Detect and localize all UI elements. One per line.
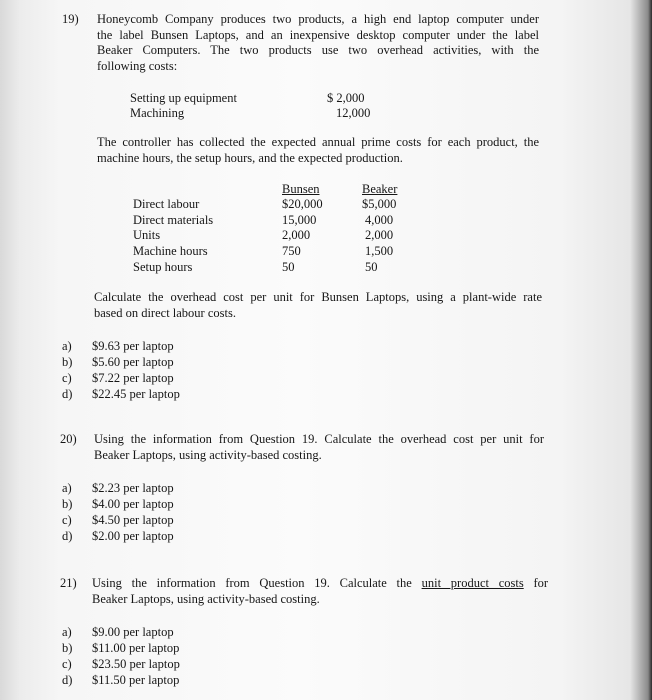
underlined-term: unit product costs	[421, 576, 524, 590]
option-letter: b)	[62, 497, 73, 511]
prompt-line: Using the information from Question 19. Calculate the overhead cost per unit for	[94, 432, 544, 446]
option-letter: c)	[62, 513, 72, 527]
beaker-value: 1,500	[365, 244, 394, 258]
option-a[interactable]	[62, 338, 362, 354]
prompt-line	[92, 576, 548, 592]
option-letter: c)	[62, 657, 72, 671]
option-letter: a)	[62, 481, 72, 495]
row-label: Units	[133, 228, 161, 242]
activity-cost: 12,000	[336, 106, 371, 120]
option-text: $2.00 per laptop	[92, 529, 174, 543]
prompt-line: Calculate the overhead cost per unit for Bunsen Laptops, using a plant-wide rate	[94, 290, 542, 304]
question-20-prompt	[94, 432, 544, 463]
option-c[interactable]	[62, 512, 362, 528]
beaker-value: $5,000	[362, 197, 397, 211]
option-letter: d)	[62, 387, 73, 401]
bunsen-value: 50	[282, 260, 295, 274]
option-text: $11.50 per laptop	[92, 673, 180, 687]
option-c[interactable]	[62, 656, 362, 672]
table-row	[0, 228, 652, 244]
bunsen-value: 750	[282, 244, 301, 258]
row-label: Direct materials	[133, 213, 214, 227]
bunsen-value: 15,000	[282, 213, 317, 227]
column-header-beaker: Beaker	[362, 182, 398, 196]
option-text: $4.50 per laptop	[92, 513, 174, 527]
option-b[interactable]	[62, 640, 362, 656]
option-letter: b)	[62, 355, 73, 369]
table-header-row	[0, 182, 652, 198]
row-label: Machine hours	[133, 244, 208, 258]
controller-line: The controller has collected the expected annual prime costs for each product, the	[97, 135, 539, 149]
beaker-value: 50	[365, 260, 378, 274]
option-b[interactable]	[62, 496, 362, 512]
prompt-line: Beaker Laptops, using activity-based costing.	[94, 447, 322, 462]
prompt-suffix: for	[533, 576, 549, 590]
question-19-number: 19)	[62, 12, 79, 26]
row-label: Setup hours	[133, 260, 193, 274]
option-b[interactable]	[62, 354, 362, 370]
activity-name: Machining	[130, 106, 185, 120]
controller-line: machine hours, the setup hours, and the expected production.	[97, 150, 403, 165]
table-row	[0, 260, 652, 276]
bunsen-value: 2,000	[282, 228, 311, 242]
activity-cost: $ 2,000	[327, 91, 365, 105]
question-21-prompt	[92, 576, 548, 607]
option-text: $11.00 per laptop	[92, 641, 180, 655]
option-a[interactable]	[62, 480, 362, 496]
option-text: $4.00 per laptop	[92, 497, 174, 511]
question-19-intro	[97, 12, 539, 74]
activity-row	[0, 106, 652, 122]
question-20-number: 20)	[60, 432, 77, 446]
option-d[interactable]	[62, 386, 362, 402]
column-header-bunsen: Bunsen	[282, 182, 320, 196]
table-row	[0, 244, 652, 260]
prompt-line: based on direct labour costs.	[94, 305, 236, 320]
option-letter: a)	[62, 339, 72, 353]
question-21-number: 21)	[60, 576, 77, 590]
option-d[interactable]	[62, 672, 362, 688]
question-19-prompt	[94, 290, 542, 321]
option-letter: d)	[62, 673, 73, 687]
prompt-line: Beaker Laptops, using activity-based costing.	[92, 591, 320, 606]
option-letter: b)	[62, 641, 73, 655]
row-label: Direct labour	[133, 197, 200, 211]
option-text: $22.45 per laptop	[92, 387, 180, 401]
option-a[interactable]	[62, 624, 362, 640]
beaker-value: 4,000	[365, 213, 394, 227]
controller-paragraph	[97, 135, 539, 166]
prompt-prefix: Using the information from Question 19. Calculate the	[92, 576, 412, 590]
intro-line: Honeycomb Company produces two products, a high end laptop computer under	[97, 12, 539, 26]
option-letter: d)	[62, 529, 73, 543]
option-letter: a)	[62, 625, 72, 639]
option-text: $2.23 per laptop	[92, 481, 174, 495]
intro-line: following costs:	[97, 58, 178, 73]
table-row	[0, 213, 652, 229]
option-text: $5.60 per laptop	[92, 355, 174, 369]
bunsen-value: $20,000	[282, 197, 323, 211]
option-c[interactable]	[62, 370, 362, 386]
beaker-value: 2,000	[365, 228, 394, 242]
intro-line: Beaker Computers. The two products use two overhead activities, with the	[97, 43, 539, 57]
option-text: $9.00 per laptop	[92, 625, 174, 639]
option-text: $9.63 per laptop	[92, 339, 174, 353]
intro-line: the label Bunsen Laptops, and an inexpensive desktop computer under the label	[97, 27, 539, 42]
option-text: $23.50 per laptop	[92, 657, 180, 671]
option-d[interactable]	[62, 528, 362, 544]
option-text: $7.22 per laptop	[92, 371, 174, 385]
activity-name: Setting up equipment	[130, 91, 237, 105]
option-letter: c)	[62, 371, 72, 385]
table-row	[0, 197, 652, 213]
activity-row	[0, 91, 652, 107]
